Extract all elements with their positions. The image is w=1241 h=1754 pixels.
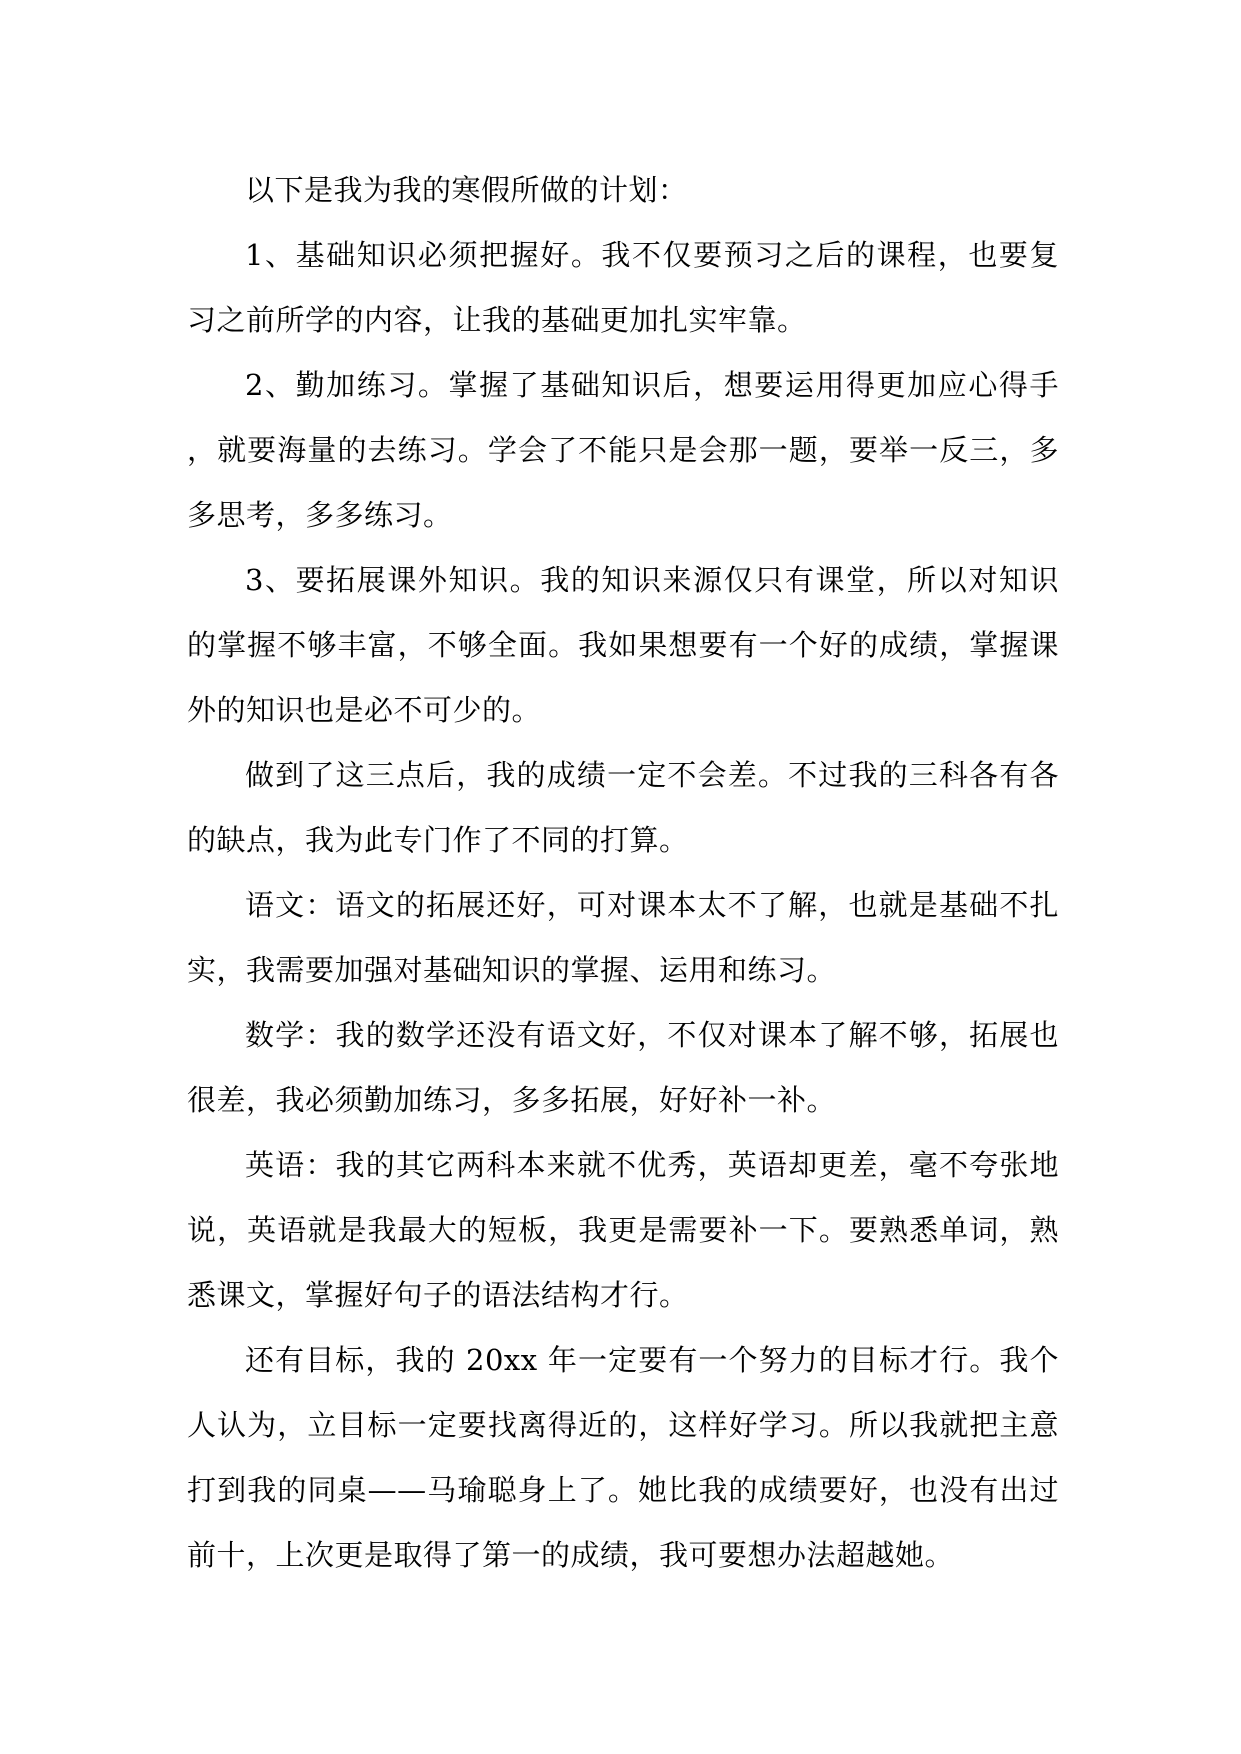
- paragraph-math: 数学：我的数学还没有语文好，不仅对课本了解不够，拓展也很差，我必须勤加练习，多多拓展，好好补一补。: [187, 1018, 1059, 1117]
- paragraph-goal: 还有目标，我的 20xx 年一定要有一个努力的目标才行。我个人认为，立目标一定要找离得近的，这样好学习。所以我就把主意打到我的同桌——马瑜聪身上了。她比我的成绩要好，也没有出过前十，上次更是取得了第一的成绩，我可要想办法超越她。: [187, 1343, 1059, 1572]
- paragraph-point-3: 3、要拓展课外知识。我的知识来源仅只有课堂，所以对知识的掌握不够丰富，不够全面。我如果想要有一个好的成绩，掌握课外的知识也是必不可少的。: [187, 563, 1059, 727]
- paragraph-chinese: 语文：语文的拓展还好，可对课本太不了解，也就是基础不扎实，我需要加强对基础知识的掌握、运用和练习。: [187, 888, 1059, 987]
- paragraph-point-1: 1、基础知识必须把握好。我不仅要预习之后的课程，也要复习之前所学的内容，让我的基础更加扎实牢靠。: [187, 238, 1059, 337]
- paragraph-point-2: 2、勤加练习。掌握了基础知识后，想要运用得更加应心得手，就要海量的去练习。学会了不能只是会那一题，要举一反三，多多思考，多多练习。: [187, 368, 1059, 532]
- document-body: [187, 158, 1059, 1588]
- paragraph-summary: 做到了这三点后，我的成绩一定不会差。不过我的三科各有各的缺点，我为此专门作了不同的打算。: [187, 758, 1059, 857]
- paragraph-intro: 以下是我为我的寒假所做的计划：: [245, 173, 688, 207]
- paragraph-english: 英语：我的其它两科本来就不优秀，英语却更差，毫不夸张地说，英语就是我最大的短板，我更是需要补一下。要熟悉单词，熟悉课文，掌握好句子的语法结构才行。: [187, 1148, 1059, 1312]
